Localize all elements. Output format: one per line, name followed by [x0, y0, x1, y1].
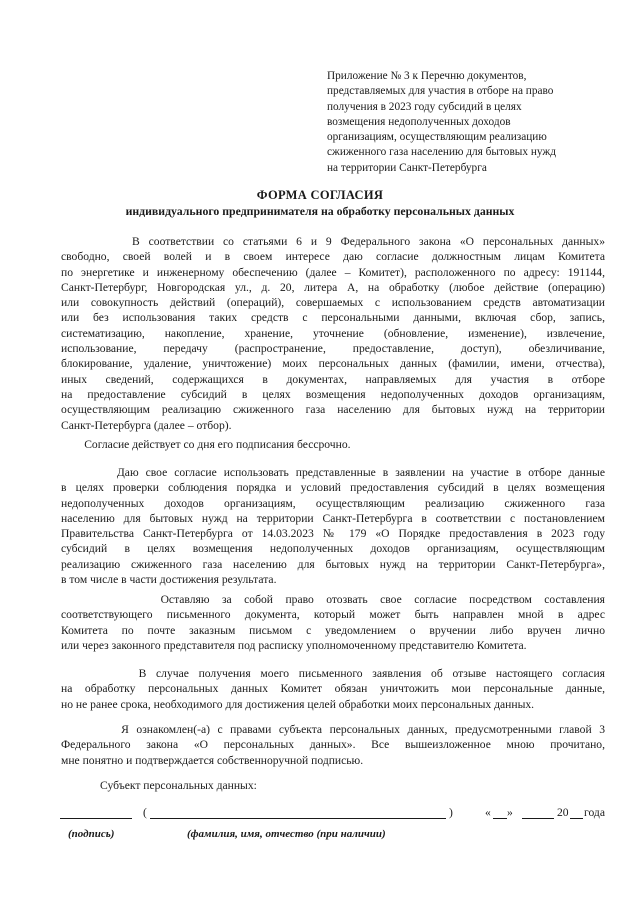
- appendix-block: [327, 69, 602, 176]
- paragraph-acknowledge: [61, 722, 605, 768]
- appendix-line: Приложение № 3 к Перечню документов,: [327, 70, 527, 82]
- appendix-line: получения в 2023 году субсидий в целях: [327, 100, 522, 113]
- full-name-line[interactable]: [150, 818, 446, 819]
- paragraph-line: использование, передачу (распространение, предоставление, доступ), обезличивание,: [61, 342, 605, 356]
- year-line[interactable]: [570, 818, 583, 819]
- paragraph-line: Даю свое согласие использовать представленные в заявлении на участие в отборе данные: [61, 466, 605, 479]
- paragraph-line: свободно, своей волей и в своем интересе даю согласие должностным лицам Комитета: [61, 250, 605, 264]
- paragraph-line: или через законного представителя под расписку уполномоченному представителю Комитета.: [61, 638, 527, 652]
- paragraph-term: [61, 437, 605, 452]
- paragraph-line: субсидий в целях возмещения недополученных доходов организациям, осуществляющим: [61, 542, 605, 556]
- paragraph-line: блокирование, удаление, уничтожение) моих персональных данных (фамилии, имени, отчества),: [61, 357, 605, 371]
- paragraph-line: Я ознакомлен(-а) с правами субъекта персональных данных, предусмотренными главой 3: [61, 723, 605, 736]
- paragraph-line: или совокупность действий (операций), совершаемых с использованием средств автоматизации: [61, 296, 605, 310]
- paragraph-destroy: [61, 666, 605, 712]
- paragraph-line: на предоставление субсидий в целях возмещения недополученных доходов организациям,: [61, 387, 605, 401]
- paragraph-line: населению для бытовых нужд на территории Санкт-Петербурга в соответствии с постановлением: [61, 511, 605, 525]
- close-paren: ): [449, 806, 453, 819]
- paragraph-line: систематизацию, накопление, хранение, уточнение (обновление, изменение), извлечение,: [61, 326, 605, 340]
- open-paren: (: [143, 806, 147, 819]
- paragraph-line: но не ранее срока, необходимого для достижения целей обработки моих персональных данных.: [61, 697, 535, 711]
- paragraph-line: мне понятно и подтверждается собственноручной подписью.: [61, 753, 364, 767]
- signature-hint: (подпись): [68, 828, 115, 840]
- year-suffix: года: [584, 806, 605, 819]
- appendix-line: возмещения недополученных доходов: [327, 115, 511, 128]
- full-name-hint: (фамилия, имя, отчество (при наличии): [187, 828, 386, 840]
- paragraph-line: соответствующего письменного документа, который может быть направлен мной в адрес: [61, 608, 605, 622]
- paragraph-consent: [61, 234, 605, 433]
- document-title: ФОРМА СОГЛАСИЯ: [256, 188, 384, 202]
- paragraph-line: В соответствии со статьями 6 и 9 Федерального закона «О персональных данных»: [61, 235, 605, 248]
- appendix-line: представляемых для участия в отборе на право: [327, 85, 554, 98]
- subject-label: Субъект персональных данных:: [100, 779, 257, 792]
- paragraph-line: или без использования таких средств с персональными данными, включая сбор, запись,: [61, 311, 605, 325]
- date-open-quote: «: [485, 806, 491, 819]
- paragraph-line: Согласие действует со дня его подписания бессрочно.: [61, 438, 351, 451]
- paragraph-line: на обработку персональных данных Комитет обязан уничтожить мои персональные данные,: [61, 682, 605, 696]
- paragraph-line: Федерального закона «О персональных данных». Все вышеизложенное мною прочитано,: [61, 738, 605, 752]
- paragraph-usage: [61, 465, 605, 587]
- paragraph-line: в целях проверки соблюдения порядка и условий предоставления субсидий в целях возмещения: [61, 481, 605, 495]
- paragraph-line: Санкт-Петербург, Новгородская ул., д. 20, литера А, на обработку (любое действие (операцию): [61, 280, 605, 294]
- paragraph-line: в том числе в части достижения результата.: [61, 573, 277, 587]
- paragraph-line: по энергетике и инженерному обеспечению (далее – Комитет), расположенного по адресу: 191144,: [61, 265, 605, 279]
- paragraph-line: В случае получения моего письменного заявления об отзыве настоящего согласия: [61, 667, 605, 680]
- year-prefix: 20: [557, 806, 569, 819]
- paragraph-line: реализацию сжиженного газа населению для бытовых нужд на территории Санкт-Петербурга»,: [61, 557, 605, 571]
- paragraph-line: Правительства Санкт-Петербурга от 14.03.2023 № 179 «О Порядке предоставления в 2023 году: [61, 527, 605, 541]
- paragraph-line: иных сведений, содержащихся в документах, направляемых для участия в отборе: [61, 372, 605, 386]
- document-subtitle: индивидуального предпринимателя на обработку персональных данных: [125, 204, 515, 218]
- paragraph-line: Санкт-Петербурга (далее – отбор).: [61, 418, 232, 432]
- paragraph-line: Комитета по почте заказным письмом с уведомлением о вручении либо вручен лично: [61, 623, 605, 637]
- date-close-quote: »: [507, 806, 513, 819]
- paragraph-line: Оставляю за собой право отозвать свое согласие посредством составления: [61, 593, 605, 606]
- appendix-line: на территории Санкт-Петербурга: [327, 161, 487, 174]
- signature-line[interactable]: [60, 818, 132, 819]
- paragraph-line: недополученных доходов организациям, осуществляющим реализацию сжиженного газа: [61, 496, 605, 510]
- date-month-line[interactable]: [522, 818, 554, 819]
- appendix-line: организациям, осуществляющим реализацию: [327, 131, 547, 144]
- date-day-line[interactable]: [493, 818, 507, 819]
- paragraph-line: осуществляющим реализацию сжиженного газа населению для бытовых нужд на территории: [61, 403, 605, 417]
- paragraph-revoke: [61, 592, 605, 653]
- appendix-line: сжиженного газа населению для бытовых нужд: [327, 146, 556, 159]
